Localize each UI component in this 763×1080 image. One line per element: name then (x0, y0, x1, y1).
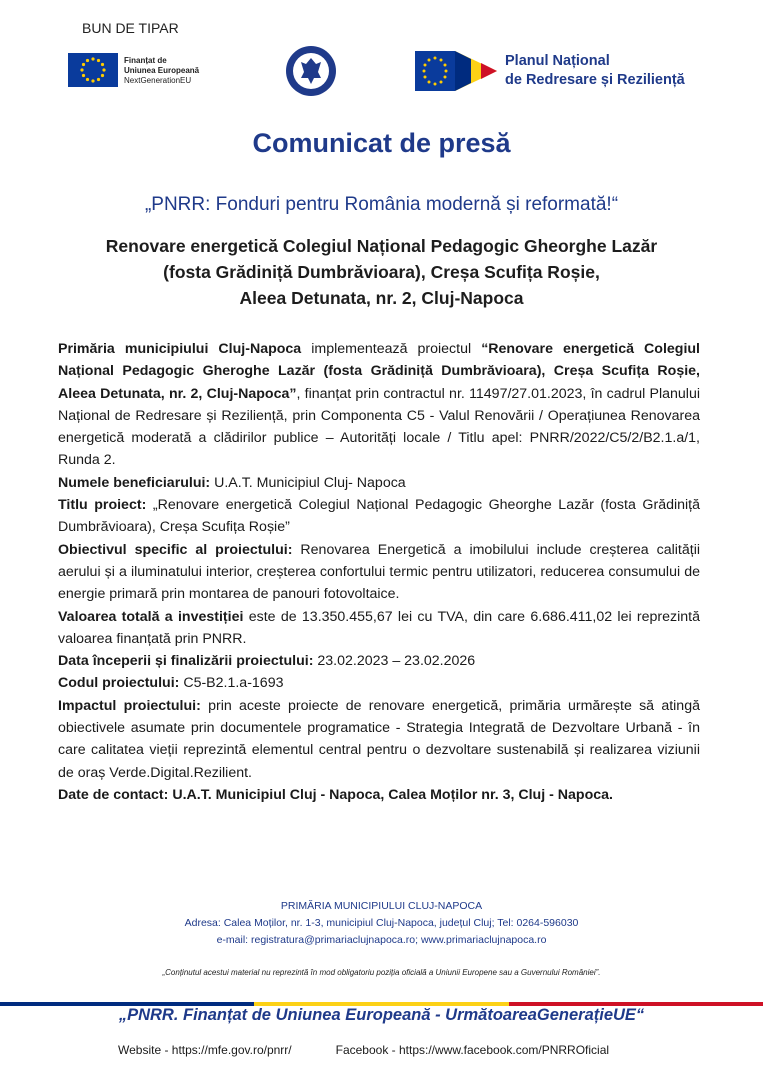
headline-line2: (fosta Grădiniță Dumbrăvioara), Creșa Scufița Roșie, (163, 262, 600, 282)
headline-line1: Renovare energetică Colegiul Național Pedagogic Gheorghe Lazăr (105, 236, 658, 256)
footer-links (118, 1043, 653, 1057)
investment-value: este de 13.350.455,67 lei cu TVA, din care 6.686.411,02 lei reprezintă valoarea finanțată prin PNRR. (58, 608, 700, 647)
dates-value: 23.02.2023 – 23.02.2026 (313, 653, 476, 670)
intro-paragraph (58, 338, 700, 472)
impact-value: prin aceste proiecte de renovare energetică, primăria urmărește să atingă obiectivele asumate prin documentele programatice - Strategia Integrată de Dezvoltare Urbană - în care calitatea vieții reprezintă elementul central pentru o dezvoltare sustenabilă și realizarea viziunii de oraș Verde.Digital.Rezilient. (58, 697, 700, 781)
dates-row (58, 650, 700, 672)
page-title: Comunicat de presă (252, 128, 511, 158)
beneficiary-label: Numele beneficiarului: (58, 474, 211, 491)
footer-slogan: „PNRR. Finanțat de Uniunea Europeană - UrmătoareaGenerațieUE“ (118, 1006, 645, 1024)
footer-org-name: PRIMĂRIA MUNICIPIULUI CLUJ-NAPOCA (280, 900, 483, 912)
eu-caption-line3: NextGenerationEU (124, 76, 192, 85)
intro-bold1: Primăria municipiului Cluj-Napoca (58, 341, 302, 357)
eu-caption-line1: Finanțat de (124, 56, 167, 65)
facebook-link[interactable]: Facebook - https://www.facebook.com/PNRROficial (335, 1043, 610, 1057)
project-title-label: Titlu proiect: (58, 497, 147, 514)
tricolor-divider (0, 993, 763, 997)
eu-funding-caption (124, 56, 199, 86)
contact-label: Date de contact: (58, 786, 169, 803)
impact-row (58, 695, 700, 784)
pnrr-name-line1: Planul Național (505, 53, 610, 69)
investment-label: Valoarea totală a investiției (58, 608, 244, 625)
footer-organization (0, 898, 763, 949)
code-label: Codul proiectului: (58, 675, 180, 692)
headline-line3: Aleea Detunata, nr. 2, Cluj-Napoca (239, 288, 524, 308)
beneficiary-row (58, 472, 700, 494)
pnrr-logo-icon (415, 49, 497, 93)
code-value: C5-B2.1.a-1693 (179, 675, 284, 692)
pnrr-name-line2: de Redresare și Reziliență (505, 72, 685, 88)
objective-value: Renovarea Energetică a imobilului include creșterea calității aerului și a iluminatului interior, creșterea confortului termic pentru utilizatori, reducerea consumului de energie primară prin montarea de panouri fotovoltaice. (58, 541, 700, 603)
objective-row (58, 539, 700, 606)
contact-value: U.A.T. Municipiul Cluj - Napoca, Calea Moților nr. 3, Cluj - Napoca. (168, 786, 613, 803)
intro-bold2: “Renovare energetică Colegiul Național Pedagogic Gheroghe Lazăr (fosta Grădiniță Dumbrăvioara), Creșa Scufița Roșie, Aleea Detunata, nr. 2, Cluj-Napoca” (58, 341, 700, 402)
project-headline (0, 233, 763, 311)
footer-email: e-mail: registratura@primariaclujnapoca.ro; www.primariaclujnapoca.ro (216, 934, 547, 946)
project-title-row (58, 494, 700, 539)
eu-flag-icon (68, 53, 118, 87)
press-release-body (58, 338, 700, 806)
disclaimer: „Conținutul acestui material nu reprezintă în mod obligatoriu poziția oficială a Uniunii Europene sau a Guvernului României”. (162, 968, 601, 977)
intro-text1: implementează proiectul (301, 341, 482, 357)
code-row (58, 672, 700, 694)
project-title-value: „Renovare energetică Colegiul Național Pedagogic Gheorghe Lazăr (fosta Grădiniță Dumbrăvioara), Creșa Scufița Roșie” (58, 497, 701, 536)
beneficiary-value: U.A.T. Municipiul Cluj- Napoca (210, 474, 406, 491)
dates-label: Data începerii și finalizării proiectului: (58, 653, 314, 670)
slogan: „PNRR: Fonduri pentru România modernă și reformată!“ (144, 194, 619, 215)
government-seal-icon (285, 45, 337, 97)
pnrr-program-name (505, 52, 685, 90)
contact-row (58, 784, 700, 806)
objective-label: Obiectivul specific al proiectului: (58, 541, 293, 558)
impact-label: Impactul proiectului: (58, 697, 201, 714)
print-approval-label: BUN DE TIPAR (82, 20, 179, 36)
investment-row (58, 606, 700, 651)
footer-address: Adresa: Calea Moților, nr. 1-3, municipiul Cluj-Napoca, județul Cluj; Tel: 0264-596030 (184, 917, 579, 929)
intro-text2: , finanțat prin contractul nr. 11497/27.01.2023, în cadrul Planului Național de Redresare și Reziliență, prin Componenta C5 - Valul Renovării / Operațiunea Renovarea energetică moderată a clădirilor publice – Autorități locale / Titlu apel: PNRR/2022/C5/2/B2.1.a/1, Runda 2. (58, 385, 701, 469)
website-link[interactable]: Website - https://mfe.gov.ro/pnrr/ (118, 1043, 292, 1057)
eu-caption-line2: Uniunea Europeană (124, 66, 200, 75)
